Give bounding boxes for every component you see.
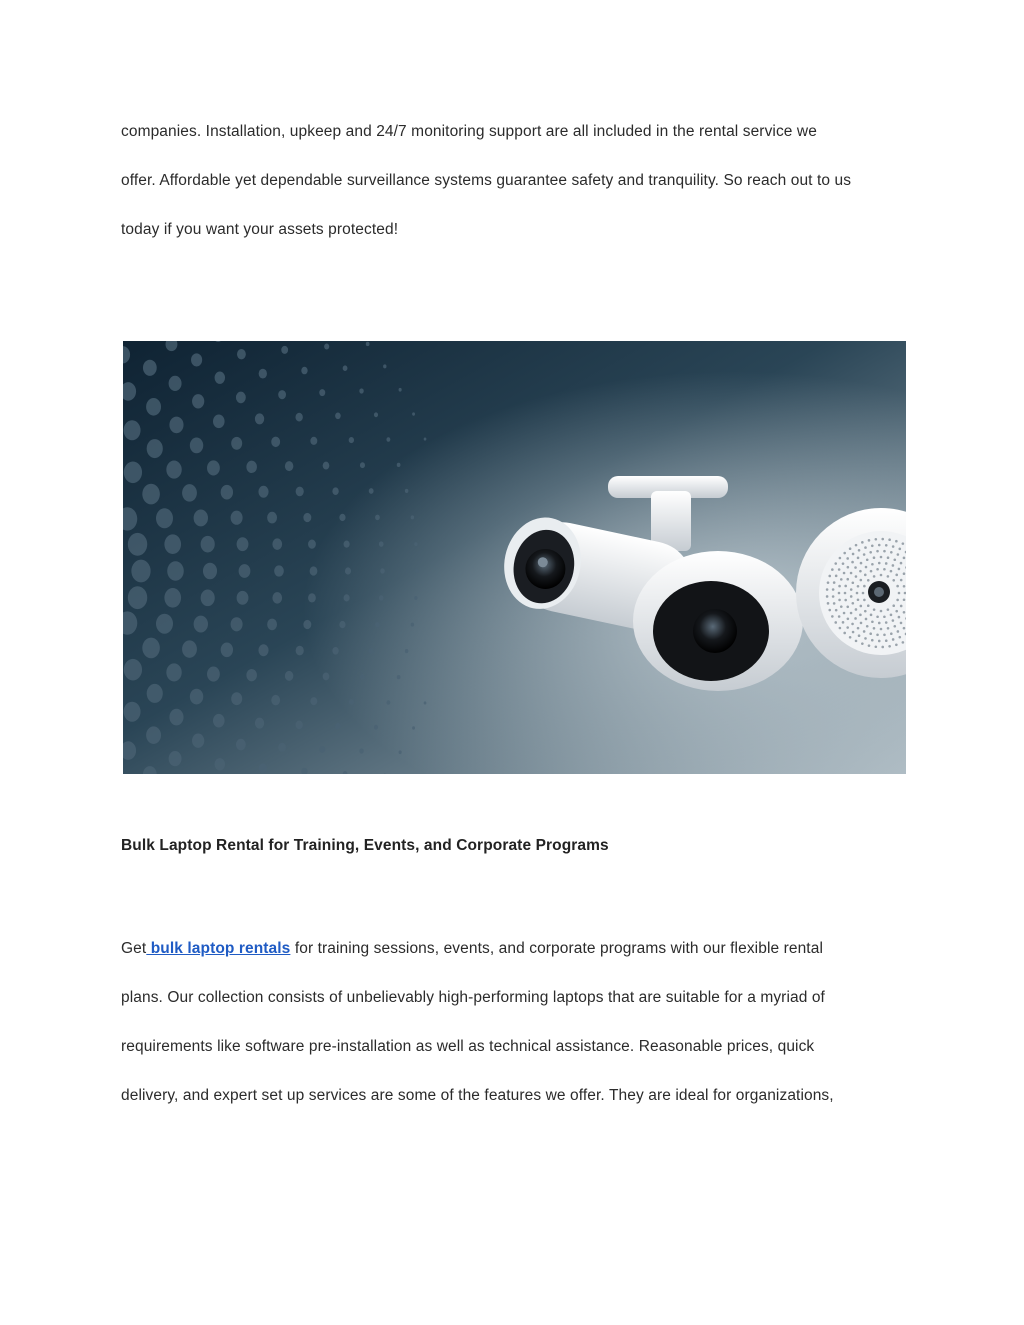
intro-line-3: today if you want your assets protected! [121, 221, 399, 238]
paragraph-line-2: plans. Our collection consists of unbelievably high-performing laptops that are suitable for a myriad of [121, 989, 825, 1006]
intro-line-1: companies. Installation, upkeep and 24/7 monitoring support are all included in the rental service we [121, 123, 817, 140]
paragraph-prefix: Get [121, 940, 147, 957]
paragraph-line-3: requirements like software pre-installation as well as technical assistance. Reasonable prices, quick [121, 1038, 815, 1055]
section-heading: Bulk Laptop Rental for Training, Events, and Corporate Programs [121, 837, 609, 854]
intro-line-2: offer. Affordable yet dependable surveillance systems guarantee safety and tranquility. So reach out to us [121, 172, 852, 189]
paragraph-line-1 [121, 940, 823, 958]
paragraph-line-4: delivery, and expert set up services are some of the features we offer. They are ideal for organizations, [121, 1087, 834, 1104]
bulk-laptop-rentals-link[interactable]: bulk laptop rentals [146, 940, 291, 957]
paragraph-line-1-rest: for training sessions, events, and corporate programs with our flexible rental [290, 940, 823, 957]
cctv-cameras-image [123, 341, 906, 774]
